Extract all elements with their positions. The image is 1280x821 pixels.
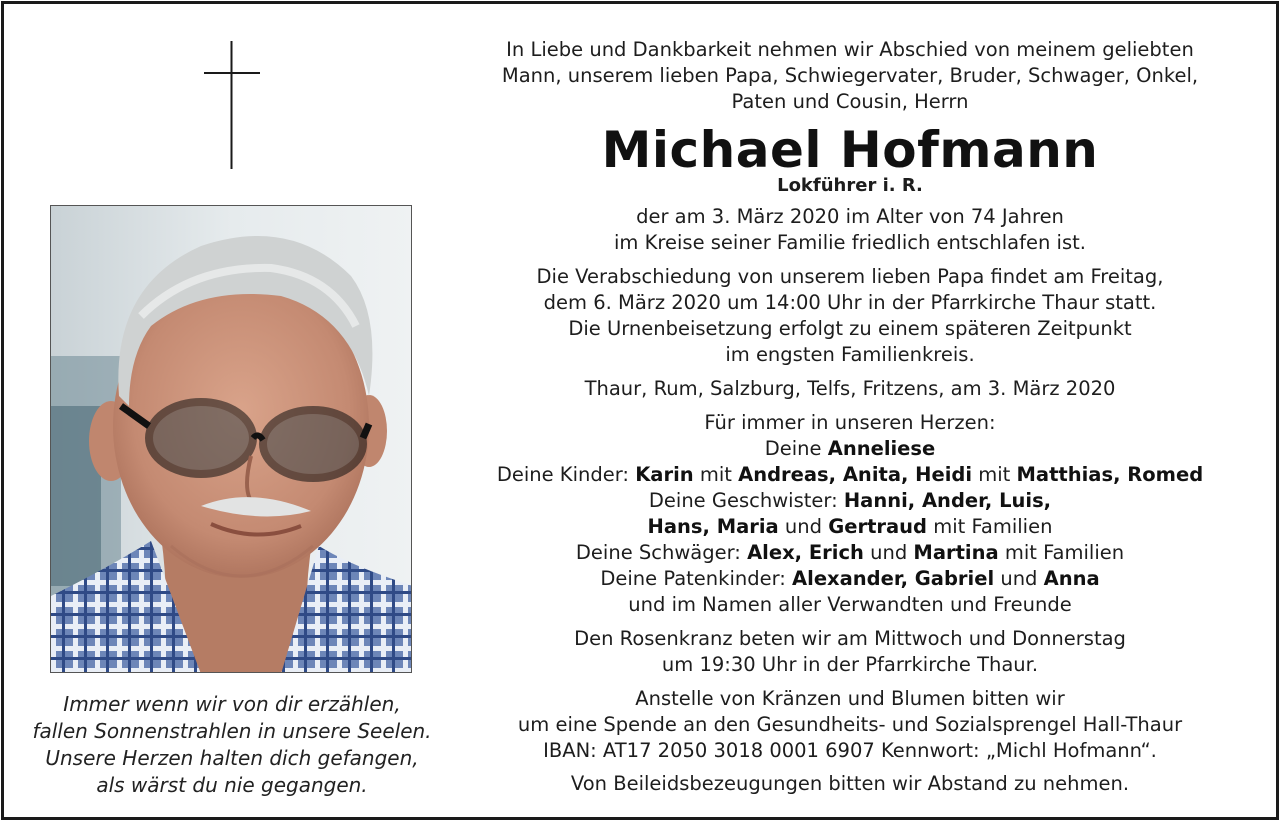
donation-line: IBAN: AT17 2050 3018 0001 6907 Kennwort: „Michl Hofmann“.	[543, 739, 1157, 762]
donation-line: um eine Spende an den Gesundheits- und Sozialsprengel Hall-Thaur	[517, 713, 1183, 736]
place-date: Thaur, Rum, Salzburg, Telfs, Fritzens, am 3. März 2020	[584, 377, 1116, 400]
family-inlaws: Deine Schwäger: Alex, Erich und Martina mit Familien	[575, 541, 1125, 564]
rosary-line: um 19:30 Uhr in der Pfarrkirche Thaur.	[661, 653, 1039, 676]
portrait-photo	[50, 205, 412, 673]
intro-line: Mann, unserem lieben Papa, Schwiegervater, Bruder, Schwager, Onkel,	[501, 64, 1199, 87]
intro-line: In Liebe und Dankbarkeit nehmen wir Abschied von meinem geliebten	[506, 38, 1194, 61]
family-heading: Für immer in unseren Herzen:	[704, 411, 996, 434]
intro-line: Paten und Cousin, Herrn	[731, 90, 969, 113]
death-line: der am 3. März 2020 im Alter von 74 Jahren	[636, 205, 1064, 228]
farewell-line: Die Urnenbeisetzung erfolgt zu einem späteren Zeitpunkt	[568, 317, 1132, 340]
poem-line: Unsere Herzen halten dich gefangen,	[45, 746, 419, 770]
cross-icon	[204, 41, 260, 169]
death-line: im Kreise seiner Familie friedlich entschlafen ist.	[614, 231, 1086, 254]
obituary-text	[476, 37, 1224, 797]
rosary-line: Den Rosenkranz beten wir am Mittwoch und Donnerstag	[574, 627, 1126, 650]
family-godchildren: Deine Patenkinder: Alexander, Gabriel und Anna	[600, 567, 1100, 590]
farewell-line: dem 6. März 2020 um 14:00 Uhr in der Pfarrkirche Thaur statt.	[543, 291, 1157, 314]
poem-line: als wärst du nie gegangen.	[96, 773, 368, 797]
family-list	[476, 410, 1224, 618]
poem	[22, 691, 442, 799]
poem-line: Immer wenn wir von dir erzählen,	[63, 692, 401, 716]
condolence-note: Von Beileidsbezeugungen bitten wir Abstand zu nehmen.	[570, 772, 1130, 795]
occupation: Lokführer i. R.	[777, 175, 923, 196]
poem-line: fallen Sonnenstrahlen in unsere Seelen.	[32, 719, 432, 743]
family-siblings-cont: Hans, Maria und Gertraud mit Familien	[647, 515, 1053, 538]
obituary-card	[1, 1, 1279, 820]
family-closing: und im Namen aller Verwandten und Freunde	[628, 593, 1072, 616]
deceased-name: Michael Hofmann	[601, 121, 1099, 179]
family-siblings: Deine Geschwister: Hanni, Ander, Luis,	[648, 489, 1052, 512]
farewell-line: im engsten Familienkreis.	[725, 343, 975, 366]
family-wife: Deine Anneliese	[764, 437, 936, 460]
farewell-line: Die Verabschiedung von unserem lieben Papa findet am Freitag,	[536, 265, 1164, 288]
family-children: Deine Kinder: Karin mit Andreas, Anita, Heidi mit Matthias, Romed	[496, 463, 1204, 486]
donation-line: Anstelle von Kränzen und Blumen bitten wir	[635, 687, 1065, 710]
